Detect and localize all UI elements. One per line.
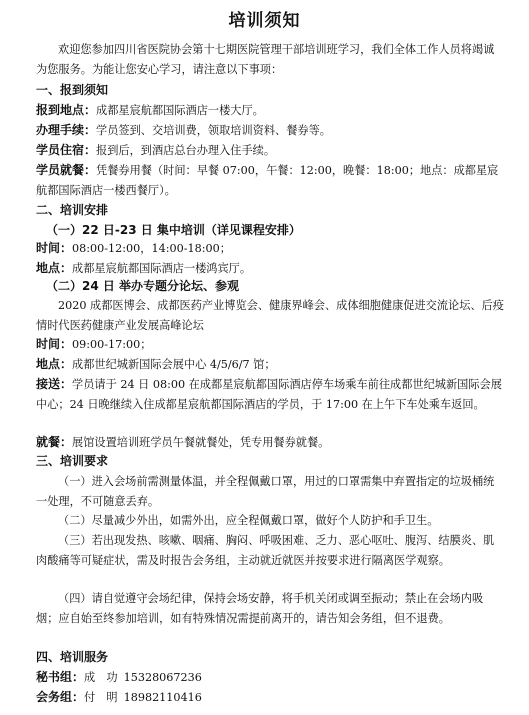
checkin-location [36, 101, 505, 121]
requirement-2: （二）尽量减少外出，如需外出，应全程佩戴口罩，做好个人防护和手卫生。 [58, 514, 439, 527]
meal-info [36, 433, 505, 453]
shuttle-value: 学员请于 24 日 08:00 在成都星宸航都国际酒店停车场乘车前往成都世纪城新国际会展中心；24 日晚继续入住成都星宸航都国际酒店的学员，于 17:00 在上午下车处乘车返回。 [36, 378, 502, 411]
meals-label: 学员就餐： [36, 163, 97, 177]
secretary-label: 秘书组： [36, 670, 85, 684]
meals-value: 凭餐券用餐（时间：早餐 07:00，午餐：12:00，晚餐：18:00；地点：成都星宸航都国际酒店一楼西餐厅）。 [36, 164, 499, 197]
session-2-time [36, 335, 505, 355]
session-2-time-value: 09:00-17:00； [72, 338, 152, 351]
forum-list: 2020 成都医博会、成都医药产业博览会、健康界峰会、成体细胞健康促进交流论坛、后疫情时代医药健康产业发展高峰论坛 [36, 299, 504, 332]
accommodation [36, 141, 505, 161]
checkin-location-label: 报到地点： [36, 103, 97, 117]
conference-contact [36, 688, 505, 708]
procedures [36, 121, 505, 141]
meal-value: 展馆设置培训班学员午餐就餐处，凭专用餐券就餐。 [72, 436, 330, 449]
session-2-time-label: 时间： [36, 337, 73, 351]
meal-label: 就餐： [36, 435, 73, 449]
session-1-time [36, 239, 505, 259]
session-2-place-value: 成都世纪城新国际会展中心 4/5/6/7 馆； [72, 358, 276, 371]
section-1-heading: 一、报到须知 [36, 83, 109, 97]
conference-label: 会务组： [36, 690, 85, 704]
meals [36, 161, 505, 200]
section-3-heading: 三、培训要求 [36, 454, 109, 468]
accommodation-label: 学员住宿： [36, 143, 97, 157]
subsection-2-1-heading: （一）22 日-23 日 集中培训（详见课程安排） [46, 223, 301, 237]
session-1-place-label: 地点： [36, 261, 73, 275]
session-2-place [36, 355, 505, 375]
accommodation-value: 报到后，到酒店总台办理入住手续。 [96, 144, 276, 157]
requirement-4: （四）请自觉遵守会场纪律，保持会场安静，将手机关闭或调至振动；禁止在会场内吸烟；应自始至终参加培训，如有特殊情况需提前离开的，请告知会务组，但不退费。 [36, 592, 484, 625]
section-2-heading: 二、培训安排 [36, 203, 109, 217]
checkin-location-value: 成都星宸航都国际酒店一楼大厅。 [96, 104, 264, 117]
requirement-1: （一）进入会场前需测量体温，并全程佩戴口罩，用过的口罩需集中弃置指定的垃圾桶统一处理，不可随意丢弃。 [36, 475, 495, 508]
secretary-phone: 15328067236 [123, 671, 202, 684]
section-4-heading: 四、培训服务 [36, 650, 109, 664]
procedures-value: 学员签到、交培训费，领取培训资料、餐券等。 [96, 124, 331, 137]
secretary-contact [36, 668, 505, 688]
subsection-2-2-heading: （二）24 日 举办专题分论坛、参观 [46, 279, 240, 293]
procedures-label: 办理手续： [36, 123, 97, 137]
requirement-3: （三）若出现发热、咳嗽、咽痛、胸闷、呼吸困难、乏力、恶心呕吐、腹泻、结膜炎、肌肉酸痛等可疑症状，需及时报告会务组，主动就近就医并按要求进行隔离医学观察。 [36, 534, 495, 567]
conference-name: 付 明 [84, 691, 118, 704]
conference-phone: 18982110416 [123, 691, 202, 704]
document-title: 培训须知 [228, 11, 301, 31]
session-2-place-label: 地点： [36, 357, 73, 371]
shuttle-info [36, 375, 505, 414]
session-1-place [36, 259, 505, 279]
session-1-place-value: 成都星宸航都国际酒店一楼鸿宾厅。 [72, 262, 252, 275]
intro-paragraph: 欢迎您参加四川省医院协会第十七期医院管理干部培训班学习，我们全体工作人员将竭诚为您服务。为能让您安心学习，请注意以下事项： [36, 43, 495, 76]
shuttle-label: 接送： [36, 377, 73, 391]
secretary-name: 成 功 [84, 671, 118, 684]
session-1-time-label: 时间： [36, 241, 73, 255]
session-1-time-value: 08:00-12:00，14:00-18:00； [72, 242, 231, 255]
